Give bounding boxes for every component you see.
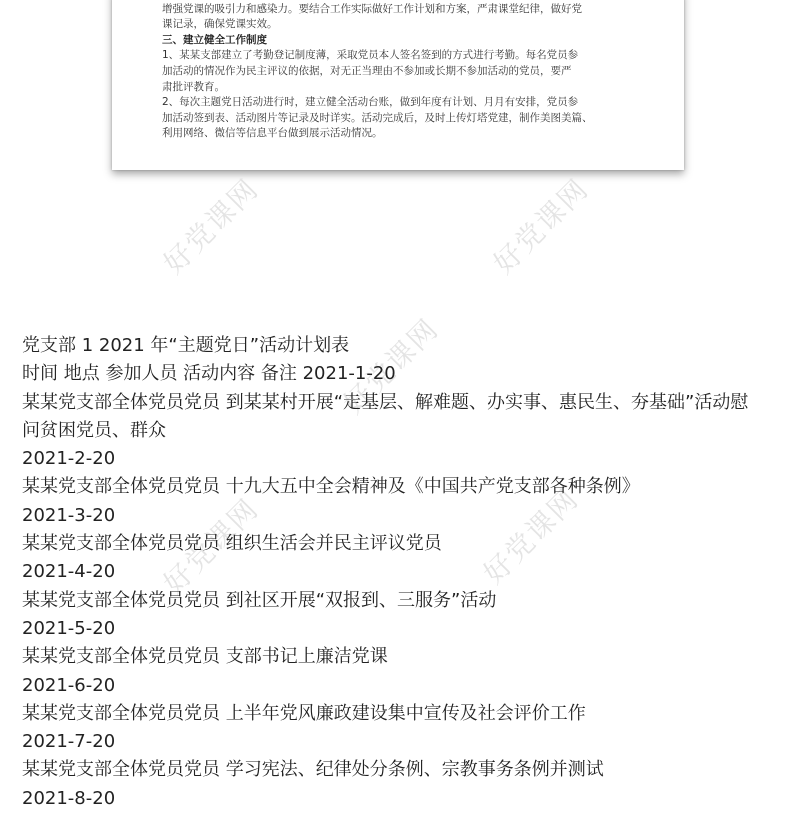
body-line: 某某党支部全体党员党员 支部书记上廉洁党课 [22, 646, 388, 668]
watermark: 好党课网 [156, 171, 266, 281]
body-line: 某某党支部全体党员党员 十九大五中全会精神及《中国共产党支部各种条例》 [22, 476, 640, 498]
doc-line: 加活动的情况作为民主评议的依据，对无正当理由不参加或长期不参加活动的党员，要严 [162, 64, 572, 77]
body-line: 某某党支部全体党员党员 到某某村开展“走基层、解难题、办实事、惠民生、夯基础”活动慰 [22, 391, 749, 413]
doc-line: 课记录，确保党课实效。 [162, 18, 278, 31]
document-body [22, 332, 792, 813]
watermark: 好党课网 [476, 481, 586, 591]
date-line: 2021-6-20 [22, 674, 116, 696]
date-line: 2021-3-20 [22, 504, 116, 526]
doc-line: 增强党课的吸引力和感染力。要结合工作实际做好工作计划和方案，严肃课堂纪律，做好党 [162, 2, 582, 15]
date-line: 2021-5-20 [22, 617, 116, 639]
doc-line: 1、某某支部建立了考勤登记制度薄，采取党员本人签名签到的方式进行考勤。每名党员参 [162, 49, 579, 62]
body-line: 某某党支部全体党员党员 到社区开展“双报到、三服务”活动 [22, 589, 497, 611]
body-line: 某某党支部全体党员党员 组织生活会并民主评议党员 [22, 533, 442, 555]
date-line: 2021-8-20 [22, 787, 116, 809]
body-line: 问贫困党员、群众 [22, 419, 166, 441]
table-header-line: 时间 地点 参加人员 活动内容 备注 2021-1-20 [22, 363, 396, 385]
body-line: 某某党支部全体党员党员 学习宪法、纪律处分条例、宗教事务条例并测试 [22, 759, 604, 781]
document-image [112, 0, 684, 170]
plan-title-line: 党支部 1 2021 年“主题党日”活动计划表 [22, 335, 350, 356]
body-line: 某某党支部全体党员党员 上半年党风廉政建设集中宣传及社会评价工作 [22, 702, 586, 724]
date-line: 2021-7-20 [22, 731, 116, 753]
date-line: 2021-4-20 [22, 561, 116, 583]
watermark: 好党课网 [156, 491, 266, 601]
date-line: 2021-2-20 [22, 448, 116, 470]
doc-line: 利用网络、微信等信息平台做到展示活动情况。 [162, 127, 383, 140]
document-image-text [162, 0, 632, 142]
doc-line: 加活动签到表、活动图片等记录及时详实。活动完成后，及时上传灯塔党建，制作美图美篇、 [162, 111, 593, 124]
watermark: 好党课网 [486, 171, 596, 281]
doc-section-heading: 三、建立健全工作制度 [162, 33, 267, 46]
watermark: 好党课网 [336, 311, 446, 421]
doc-line: 2、每次主题党日活动进行时，建立健全活动台账，做到年度有计划、月月有安排，党员参 [162, 96, 579, 109]
doc-line: 肃批评教育。 [162, 80, 225, 93]
